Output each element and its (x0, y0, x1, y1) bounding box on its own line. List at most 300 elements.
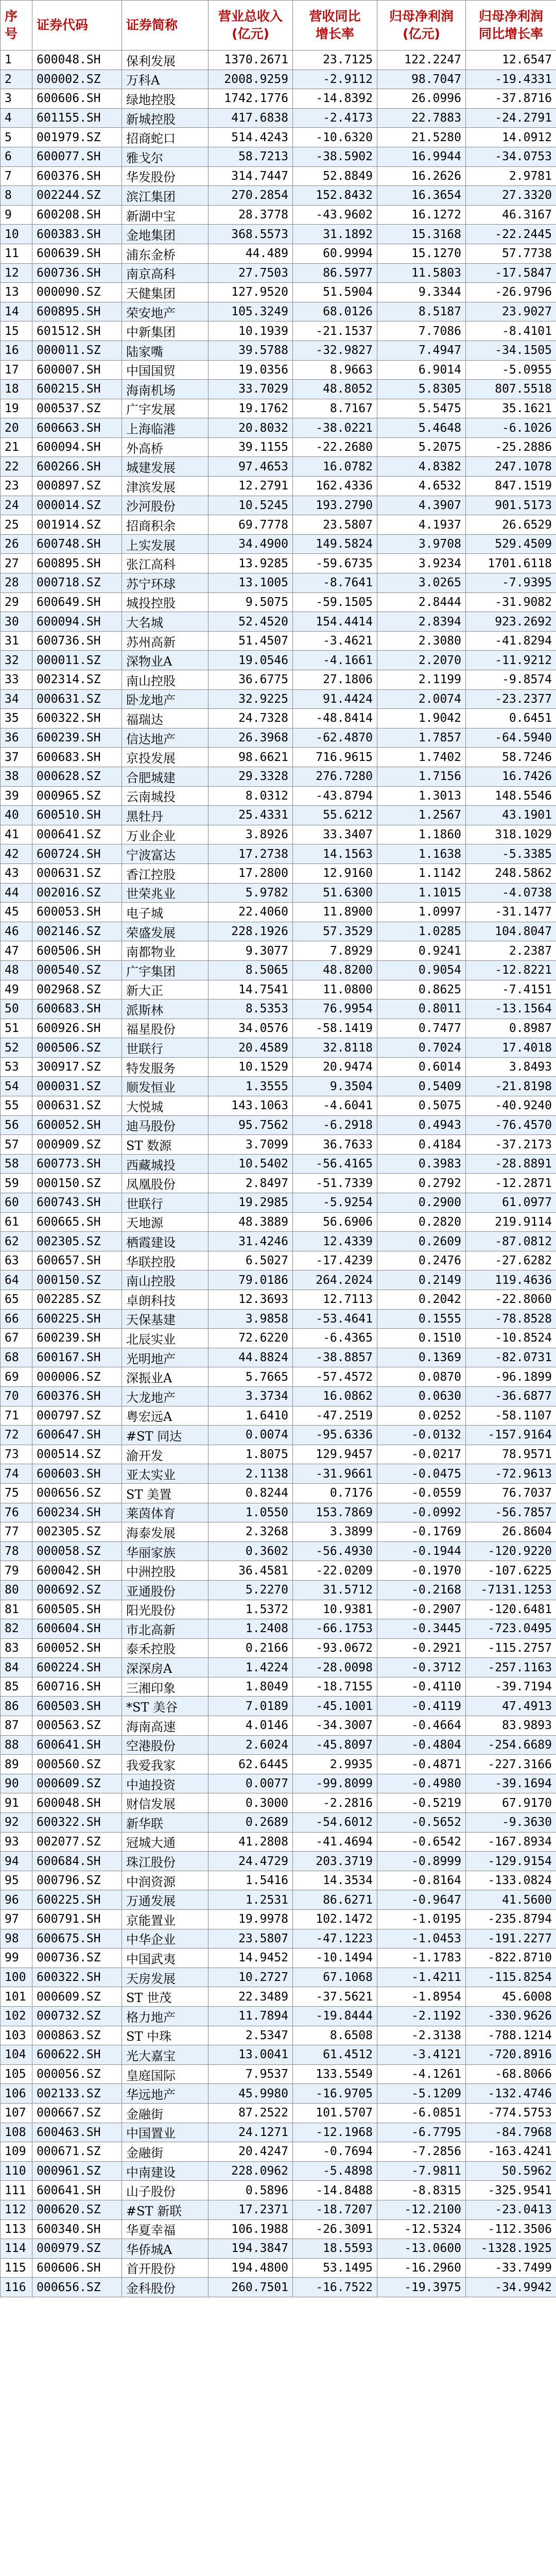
stock-name: 华远地产 (122, 2084, 208, 2104)
stock-code: 000667.SZ (32, 2103, 122, 2123)
stock-name: 华夏幸福 (122, 2219, 208, 2239)
revenue-growth: -19.8444 (293, 2006, 377, 2026)
revenue-growth: 23.7125 (293, 50, 377, 70)
profit-growth: -68.8066 (466, 2064, 556, 2084)
net-profit: 5.8305 (377, 380, 466, 399)
stock-code: 600340.SH (32, 2219, 122, 2239)
stock-code: 000056.SZ (32, 2064, 122, 2084)
table-row (1, 1638, 556, 1658)
profit-growth: 46.3167 (466, 205, 556, 225)
revenue: 1.6410 (208, 1406, 293, 1426)
table-row (1, 1852, 556, 1871)
revenue-growth: 27.1806 (293, 670, 377, 690)
stock-name: 南都物业 (122, 941, 208, 961)
profit-growth: -7131.1253 (466, 1580, 556, 1600)
profit-growth: 76.7037 (466, 1483, 556, 1503)
stock-code: 600641.SH (32, 2181, 122, 2200)
revenue-growth: 152.8432 (293, 186, 377, 206)
profit-growth: -788.1214 (466, 2026, 556, 2045)
stock-code: 000631.SZ (32, 1096, 122, 1116)
profit-growth: -72.9613 (466, 1464, 556, 1484)
revenue-growth: 61.4512 (293, 2045, 377, 2065)
table-row (1, 1115, 556, 1135)
profit-growth: -23.0413 (466, 2200, 556, 2219)
stock-name: 中南建设 (122, 2161, 208, 2181)
net-profit: -0.4664 (377, 1716, 466, 1736)
stock-code: 600895.SH (32, 302, 122, 321)
stock-code: 600322.SH (32, 1813, 122, 1833)
stock-name: 特发服务 (122, 1057, 208, 1077)
profit-growth: -34.9942 (466, 2278, 556, 2297)
stock-code: 600215.SH (32, 380, 122, 399)
profit-growth: 923.2692 (466, 612, 556, 632)
table-row (1, 1561, 556, 1581)
revenue-growth: -2.2816 (293, 1793, 377, 1813)
stock-name: 中润资源 (122, 1871, 208, 1890)
table-row (1, 1619, 556, 1639)
profit-growth: -12.2871 (466, 1174, 556, 1193)
profit-growth: 41.5600 (466, 1890, 556, 1910)
row-index: 21 (1, 437, 32, 457)
profit-growth: -76.4570 (466, 1115, 556, 1135)
revenue: 228.1926 (208, 922, 293, 941)
profit-growth: -325.9541 (466, 2181, 556, 2200)
table-row (1, 1580, 556, 1600)
revenue: 36.6775 (208, 670, 293, 690)
revenue-growth: 48.8052 (293, 380, 377, 399)
net-profit: 0.1369 (377, 1348, 466, 1367)
stock-code: 000796.SZ (32, 1871, 122, 1890)
revenue: 17.2371 (208, 2200, 293, 2219)
revenue-growth: -47.2519 (293, 1406, 377, 1426)
table-row (1, 1948, 556, 1968)
table-row (1, 670, 556, 690)
header-revenue: 营业总收入 (亿元) (208, 1, 293, 50)
revenue-growth: -51.7339 (293, 1174, 377, 1193)
net-profit: 1.1860 (377, 825, 466, 844)
table-row (1, 728, 556, 748)
row-index: 116 (1, 2278, 32, 2297)
revenue-growth: 86.5977 (293, 263, 377, 283)
net-profit: -19.3975 (377, 2278, 466, 2297)
stock-name: 招商蛇口 (122, 128, 208, 147)
profit-growth: 119.4636 (466, 1270, 556, 1290)
row-index: 59 (1, 1174, 32, 1193)
profit-growth: -25.2886 (466, 437, 556, 457)
stock-code: 000631.SZ (32, 863, 122, 883)
row-index: 53 (1, 1057, 32, 1077)
revenue-growth: -31.9661 (293, 1464, 377, 1484)
net-profit: -4.1261 (377, 2064, 466, 2084)
row-index: 98 (1, 1929, 32, 1948)
revenue: 1.0550 (208, 1503, 293, 1522)
net-profit: 15.3168 (377, 225, 466, 244)
table-row (1, 1677, 556, 1697)
row-index: 84 (1, 1658, 32, 1677)
revenue: 29.3328 (208, 767, 293, 786)
revenue: 48.3889 (208, 1212, 293, 1232)
table-row (1, 1019, 556, 1038)
stock-code: 600463.SH (32, 2123, 122, 2142)
stock-code: 600724.SH (32, 844, 122, 864)
profit-growth: 26.8604 (466, 1522, 556, 1542)
net-profit: 0.6014 (377, 1057, 466, 1077)
revenue-growth: -47.1223 (293, 1929, 377, 1948)
revenue: 20.4589 (208, 1038, 293, 1058)
revenue: 24.7328 (208, 709, 293, 728)
revenue: 0.0077 (208, 1774, 293, 1793)
table-row (1, 1871, 556, 1890)
row-index: 74 (1, 1464, 32, 1484)
table-row (1, 2161, 556, 2181)
stock-code: 600773.SH (32, 1154, 122, 1174)
table-row (1, 360, 556, 380)
table-row (1, 883, 556, 903)
revenue-growth: 11.0800 (293, 980, 377, 999)
profit-growth: -720.8916 (466, 2045, 556, 2065)
row-index: 97 (1, 1910, 32, 1929)
stock-code: 600675.SH (32, 1929, 122, 1948)
profit-growth: 50.5962 (466, 2161, 556, 2181)
table-row (1, 1445, 556, 1464)
revenue-growth: 33.3407 (293, 825, 377, 844)
net-profit: 0.8625 (377, 980, 466, 999)
net-profit: 0.2476 (377, 1251, 466, 1270)
stock-name: 新湖中宝 (122, 205, 208, 225)
stock-name: 香江控股 (122, 863, 208, 883)
stock-name: 凤凰股份 (122, 1174, 208, 1193)
row-index: 17 (1, 360, 32, 380)
stock-code: 002285.SZ (32, 1290, 122, 1310)
net-profit: 0.5075 (377, 1096, 466, 1116)
revenue: 9.5075 (208, 592, 293, 612)
table-row (1, 2064, 556, 2084)
profit-growth: -6.1026 (466, 418, 556, 438)
net-profit: 0.1510 (377, 1329, 466, 1348)
profit-growth: 3.8493 (466, 1057, 556, 1077)
revenue-growth: -5.4898 (293, 2161, 377, 2181)
row-index: 1 (1, 50, 32, 70)
row-index: 105 (1, 2064, 32, 2084)
stock-name: 世联行 (122, 1038, 208, 1058)
revenue: 1.3555 (208, 1077, 293, 1096)
net-profit: 0.1555 (377, 1309, 466, 1329)
profit-growth: -163.4241 (466, 2142, 556, 2162)
stock-code: 000540.SZ (32, 960, 122, 980)
row-index: 22 (1, 457, 32, 477)
stock-code: 000609.SZ (32, 1774, 122, 1793)
stock-name: 世联行 (122, 1193, 208, 1213)
revenue-growth: -57.4572 (293, 1367, 377, 1387)
revenue-growth: -12.1968 (293, 2123, 377, 2142)
row-index: 61 (1, 1212, 32, 1232)
table-row (1, 1832, 556, 1852)
revenue-growth: 276.7280 (293, 767, 377, 786)
profit-growth: -87.0812 (466, 1232, 556, 1251)
table-row (1, 1348, 556, 1367)
revenue-growth: 31.1892 (293, 225, 377, 244)
stock-code: 600208.SH (32, 205, 122, 225)
stock-code: 600603.SH (32, 1464, 122, 1484)
stock-code: 000031.SZ (32, 1077, 122, 1096)
stock-name: 莱茵体育 (122, 1503, 208, 1522)
profit-growth: 27.3320 (466, 186, 556, 206)
net-profit: 9.3344 (377, 283, 466, 302)
revenue: 9.3077 (208, 941, 293, 961)
net-profit: 0.2609 (377, 1232, 466, 1251)
revenue: 6.5027 (208, 1251, 293, 1270)
row-index: 54 (1, 1077, 32, 1096)
table-row (1, 844, 556, 864)
row-index: 85 (1, 1677, 32, 1697)
stock-code: 002133.SZ (32, 2084, 122, 2104)
stock-code: 600322.SH (32, 1968, 122, 1987)
revenue: 19.2985 (208, 1193, 293, 1213)
stock-code: 001914.SZ (32, 515, 122, 535)
stock-name: 荣安地产 (122, 302, 208, 321)
stock-code: 600506.SH (32, 941, 122, 961)
stock-code: 000537.SZ (32, 399, 122, 418)
row-index: 72 (1, 1426, 32, 1445)
net-profit: 0.2792 (377, 1174, 466, 1193)
stock-code: 000563.SZ (32, 1716, 122, 1736)
net-profit: -0.1769 (377, 1522, 466, 1542)
revenue-growth: 149.5824 (293, 534, 377, 554)
net-profit: -0.3445 (377, 1619, 466, 1639)
revenue: 0.3602 (208, 1541, 293, 1561)
net-profit: -0.9647 (377, 1890, 466, 1910)
stock-code: 601512.SH (32, 321, 122, 341)
row-index: 73 (1, 1445, 32, 1464)
net-profit: -0.5219 (377, 1793, 466, 1813)
revenue: 1.5372 (208, 1600, 293, 1619)
revenue-growth: -6.4365 (293, 1329, 377, 1348)
profit-growth: -37.2173 (466, 1135, 556, 1155)
table-row (1, 418, 556, 438)
stock-name: 陆家嘴 (122, 341, 208, 360)
stock-name: 天房发展 (122, 1968, 208, 1987)
net-profit: 2.8444 (377, 592, 466, 612)
revenue-growth: -37.5621 (293, 1987, 377, 2007)
net-profit: -7.9811 (377, 2161, 466, 2181)
net-profit: 5.4648 (377, 418, 466, 438)
net-profit: 1.2567 (377, 806, 466, 825)
revenue-growth: 14.3534 (293, 1871, 377, 1890)
stock-name: 山子股份 (122, 2181, 208, 2200)
stock-code: 000718.SZ (32, 573, 122, 593)
revenue-growth: 154.4414 (293, 612, 377, 632)
revenue: 7.0189 (208, 1697, 293, 1716)
net-profit: 26.0996 (377, 89, 466, 109)
stock-name: 天地源 (122, 1212, 208, 1232)
table-row (1, 457, 556, 477)
stock-code: 000732.SZ (32, 2006, 122, 2026)
revenue: 8.0312 (208, 786, 293, 806)
net-profit: 22.7883 (377, 108, 466, 128)
row-index: 19 (1, 399, 32, 418)
stock-name: 保利发展 (122, 50, 208, 70)
revenue: 97.4653 (208, 457, 293, 477)
profit-growth: -13.1564 (466, 999, 556, 1019)
profit-growth: 807.5518 (466, 380, 556, 399)
profit-growth: 14.0912 (466, 128, 556, 147)
revenue-growth: 51.6300 (293, 883, 377, 903)
row-index: 26 (1, 534, 32, 554)
net-profit: -6.7795 (377, 2123, 466, 2142)
table-row (1, 1154, 556, 1174)
stock-code: 600716.SH (32, 1677, 122, 1697)
revenue: 0.5896 (208, 2181, 293, 2200)
revenue-growth: -16.7522 (293, 2278, 377, 2297)
table-row (1, 186, 556, 206)
stock-code: 000656.SZ (32, 2278, 122, 2297)
table-row (1, 2278, 556, 2297)
net-profit: 4.6532 (377, 477, 466, 496)
net-profit: -0.2168 (377, 1580, 466, 1600)
table-row (1, 999, 556, 1019)
net-profit: -0.0559 (377, 1483, 466, 1503)
stock-name: 大龙地产 (122, 1386, 208, 1406)
revenue-growth: 12.7113 (293, 1290, 377, 1310)
row-index: 101 (1, 1987, 32, 2007)
net-profit: 16.3654 (377, 186, 466, 206)
table-row (1, 1135, 556, 1155)
revenue-growth: -2.9112 (293, 70, 377, 89)
profit-growth: -39.1694 (466, 1774, 556, 1793)
stock-code: 600683.SH (32, 748, 122, 767)
stock-name: 金融街 (122, 2142, 208, 2162)
profit-growth: 847.1519 (466, 477, 556, 496)
profit-growth: 58.7246 (466, 748, 556, 767)
revenue-growth: -3.4621 (293, 631, 377, 651)
revenue: 10.5245 (208, 496, 293, 515)
row-index: 23 (1, 477, 32, 496)
stock-name: 新华联 (122, 1813, 208, 1833)
revenue: 27.7503 (208, 263, 293, 283)
row-index: 106 (1, 2084, 32, 2104)
stock-code: 600239.SH (32, 728, 122, 748)
row-index: 86 (1, 1697, 32, 1716)
table-row (1, 554, 556, 573)
stock-code: 002146.SZ (32, 922, 122, 941)
net-profit: -1.0195 (377, 1910, 466, 1929)
stock-name: 市北高新 (122, 1619, 208, 1639)
revenue: 270.2854 (208, 186, 293, 206)
stock-name: 世荣兆业 (122, 883, 208, 903)
row-index: 76 (1, 1503, 32, 1522)
row-index: 82 (1, 1619, 32, 1639)
row-index: 48 (1, 960, 32, 980)
profit-growth: -8.4101 (466, 321, 556, 341)
profit-growth: -107.6225 (466, 1561, 556, 1581)
stock-name: 华侨城A (122, 2239, 208, 2259)
revenue: 98.6621 (208, 748, 293, 767)
net-profit: -0.6542 (377, 1832, 466, 1852)
revenue-growth: -2.4173 (293, 108, 377, 128)
profit-growth: -12.8221 (466, 960, 556, 980)
stock-code: 600077.SH (32, 147, 122, 166)
revenue-growth: -54.6012 (293, 1813, 377, 1833)
net-profit: 1.0997 (377, 903, 466, 922)
table-row (1, 108, 556, 128)
row-index: 35 (1, 709, 32, 728)
stock-name: 渝开发 (122, 1445, 208, 1464)
table-row (1, 2200, 556, 2219)
table-row (1, 1309, 556, 1329)
stock-code: 600604.SH (32, 1619, 122, 1639)
net-profit: 0.4943 (377, 1115, 466, 1135)
table-row (1, 2258, 556, 2278)
stock-code: 600649.SH (32, 592, 122, 612)
net-profit: -8.8315 (377, 2181, 466, 2200)
row-index: 112 (1, 2200, 32, 2219)
net-profit: -1.1783 (377, 1948, 466, 1968)
revenue-growth: -14.8392 (293, 89, 377, 109)
stock-code: 600622.SH (32, 2045, 122, 2065)
table-row (1, 2006, 556, 2026)
stock-code: 600791.SH (32, 1910, 122, 1929)
revenue: 0.0074 (208, 1426, 293, 1445)
net-profit: 0.7477 (377, 1019, 466, 1038)
stock-code: 000692.SZ (32, 1580, 122, 1600)
row-index: 51 (1, 1019, 32, 1038)
profit-growth: 57.7738 (466, 244, 556, 263)
stock-name: 上海临港 (122, 418, 208, 438)
stock-name: ST 美置 (122, 1483, 208, 1503)
revenue: 19.0546 (208, 651, 293, 670)
profit-growth: -774.5753 (466, 2103, 556, 2123)
net-profit: 2.0074 (377, 689, 466, 709)
stock-name: 京投发展 (122, 748, 208, 767)
row-index: 62 (1, 1232, 32, 1251)
table-row (1, 1426, 556, 1445)
stock-code: 600053.SH (32, 903, 122, 922)
revenue: 4.0146 (208, 1716, 293, 1736)
row-index: 50 (1, 999, 32, 1019)
profit-growth: 61.0977 (466, 1193, 556, 1213)
profit-growth: 16.7426 (466, 767, 556, 786)
stock-code: 600225.SH (32, 1890, 122, 1910)
revenue-growth: -48.8414 (293, 709, 377, 728)
net-profit: -2.3138 (377, 2026, 466, 2045)
revenue: 8.5353 (208, 999, 293, 1019)
revenue: 39.5788 (208, 341, 293, 360)
stock-name: 栖霞建设 (122, 1232, 208, 1251)
revenue-growth: -45.1001 (293, 1697, 377, 1716)
net-profit: -0.4119 (377, 1697, 466, 1716)
stock-name: 财信发展 (122, 1793, 208, 1813)
revenue-growth: -10.1494 (293, 1948, 377, 1968)
profit-growth: -31.1477 (466, 903, 556, 922)
revenue: 24.1271 (208, 2123, 293, 2142)
row-index: 49 (1, 980, 32, 999)
stock-code: 600684.SH (32, 1852, 122, 1871)
profit-growth: 12.6547 (466, 50, 556, 70)
net-profit: 3.0265 (377, 573, 466, 593)
revenue-growth: -14.8488 (293, 2181, 377, 2200)
profit-growth: 83.9893 (466, 1716, 556, 1736)
profit-growth: -330.9626 (466, 2006, 556, 2026)
stock-code: 600683.SH (32, 999, 122, 1019)
stock-name: 西藏城投 (122, 1154, 208, 1174)
revenue-growth: 10.9381 (293, 1600, 377, 1619)
stock-code: 000150.SZ (32, 1270, 122, 1290)
table-row (1, 1483, 556, 1503)
profit-growth: -1328.1925 (466, 2239, 556, 2259)
profit-growth: 23.9027 (466, 302, 556, 321)
stock-name: 黑牡丹 (122, 806, 208, 825)
net-profit: 8.5187 (377, 302, 466, 321)
